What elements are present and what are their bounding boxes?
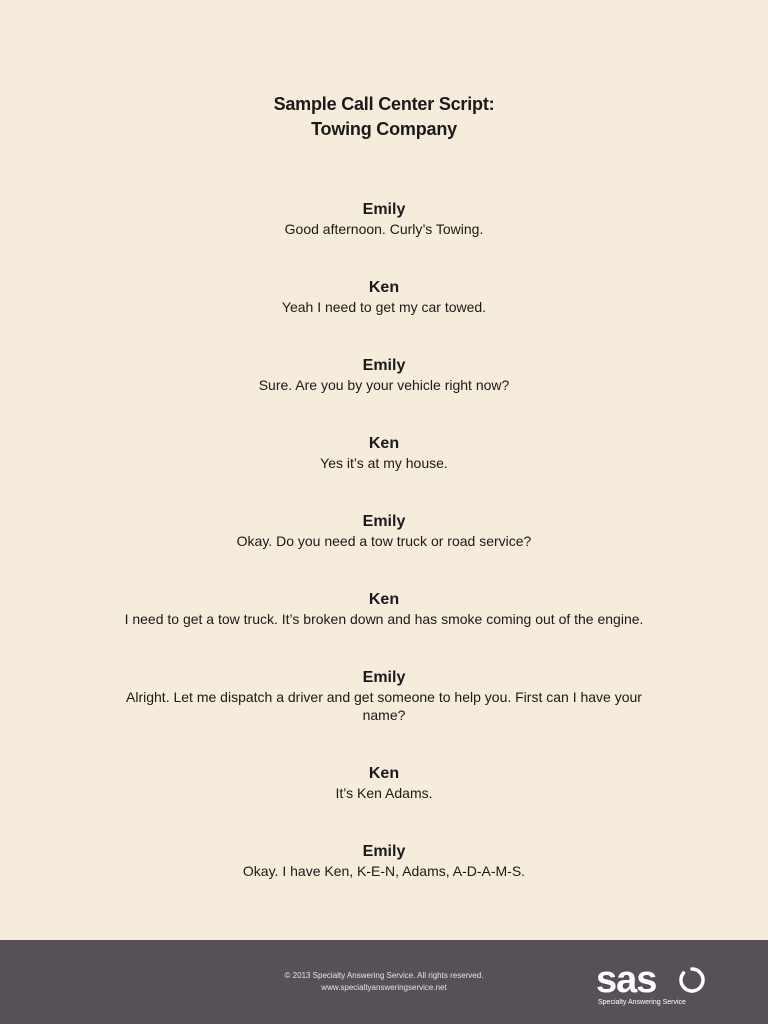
dialogue-line: I need to get a tow truck. It’s broken down and has smoke coming out of the engine.: [124, 611, 644, 627]
ring-logo-icon: [678, 966, 706, 994]
speaker-name: Emily: [362, 843, 406, 860]
logo-subtext: Specialty Answering Service: [598, 999, 686, 1006]
dialogue-turn: [110, 763, 658, 802]
dialogue-turn: [110, 589, 658, 628]
speaker-name: Ken: [368, 765, 400, 782]
dialogue-turn: [110, 841, 658, 880]
dialogue-line: Sure. Are you by your vehicle right now?: [258, 377, 510, 393]
dialogue-turn: [110, 667, 658, 724]
speaker-name: Emily: [362, 669, 406, 686]
title-line-2: Towing Company: [311, 119, 457, 139]
dialogue-turn: [110, 511, 658, 550]
dialogue-line: Yeah I need to get my car towed.: [281, 299, 487, 315]
title-line-1: Sample Call Center Script:: [273, 94, 495, 114]
dialogue-turn: [110, 277, 658, 316]
dialogue-line: Okay. I have Ken, K-E-N, Adams, A-D-A-M-S.: [242, 863, 526, 879]
logo-wordmark: sas: [596, 959, 657, 1001]
page-title: [0, 92, 768, 142]
speaker-name: Emily: [362, 201, 406, 218]
dialogue-line: Good afternoon. Curly’s Towing.: [284, 221, 484, 237]
speaker-name: Emily: [362, 357, 406, 374]
sas-logo: [596, 960, 716, 1010]
dialogue-line: Okay. Do you need a tow truck or road service?: [236, 533, 532, 549]
dialogue-line: Yes it’s at my house.: [320, 455, 448, 471]
footer-bar: [0, 940, 768, 1024]
dialogue-turn: [110, 433, 658, 472]
dialogue-line: It’s Ken Adams.: [335, 785, 433, 801]
speaker-name: Ken: [368, 591, 400, 608]
dialogue-turn: [110, 199, 658, 238]
copyright-text: © 2013 Specialty Answering Service. All rights reserved.: [284, 971, 484, 980]
dialogue-list: [110, 199, 658, 919]
dialogue-line: Alright. Let me dispatch a driver and get someone to help you. First can I have your name?: [126, 689, 642, 723]
dialogue-turn: [110, 355, 658, 394]
speaker-name: Ken: [368, 279, 400, 296]
speaker-name: Ken: [368, 435, 400, 452]
speaker-name: Emily: [362, 513, 406, 530]
website-link[interactable]: www.specialtyansweringservice.net: [321, 983, 447, 992]
